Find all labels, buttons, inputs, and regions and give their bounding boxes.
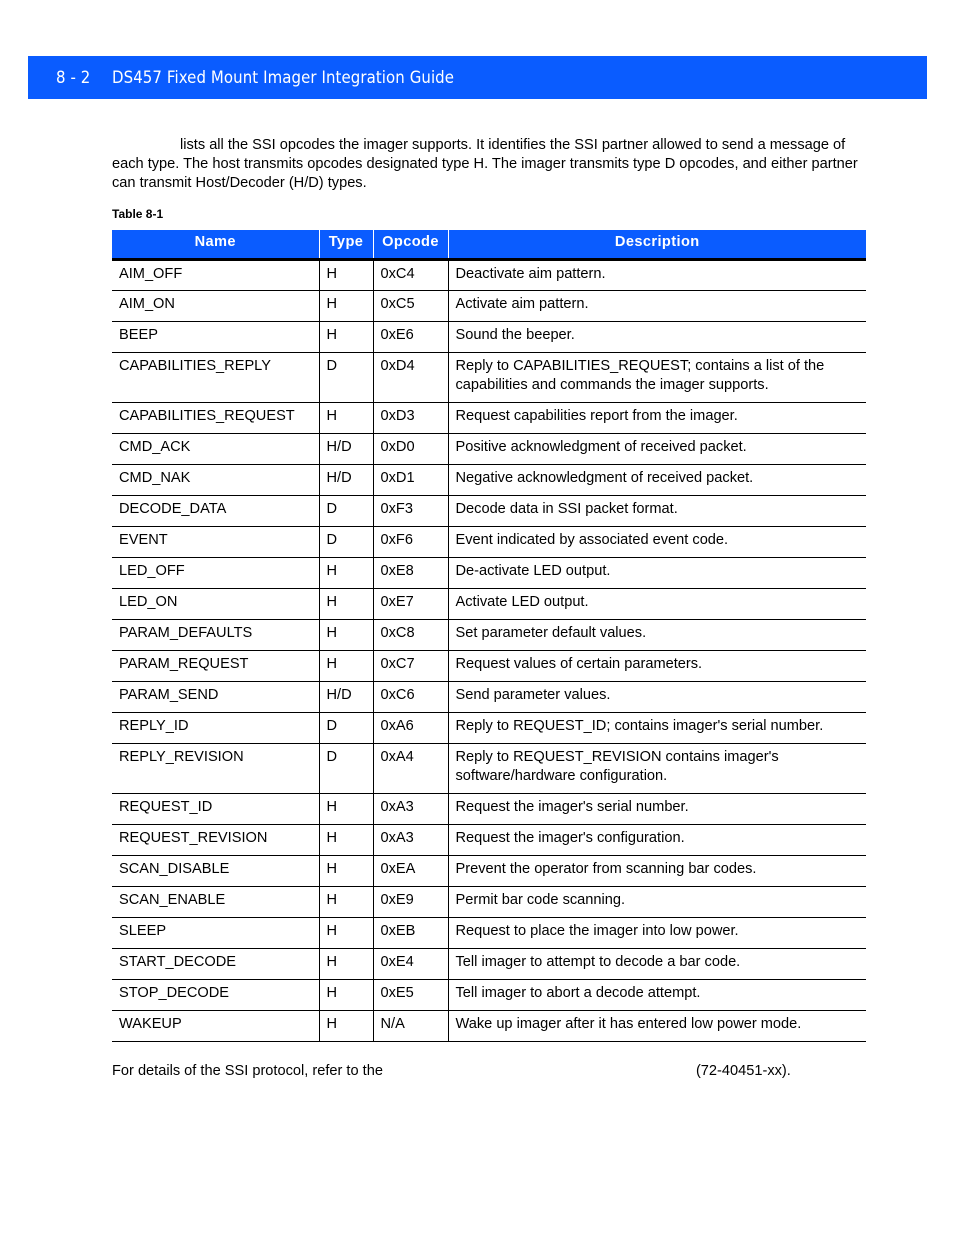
cell-opcode: 0xC5 xyxy=(373,290,448,321)
cell-type: H xyxy=(319,321,373,352)
cell-opcode: 0xD0 xyxy=(373,433,448,464)
cell-description: Request values of certain parameters. xyxy=(448,650,866,681)
cell-opcode: 0xE6 xyxy=(373,321,448,352)
table-row xyxy=(112,526,866,557)
cell-opcode: 0xEB xyxy=(373,917,448,948)
table-row xyxy=(112,402,866,433)
cell-name: REPLY_ID xyxy=(112,712,319,743)
cell-type: D xyxy=(319,712,373,743)
table-body xyxy=(112,259,866,1041)
cell-opcode: 0xC6 xyxy=(373,681,448,712)
cell-description: Request capabilities report from the imager. xyxy=(448,402,866,433)
cell-type: H xyxy=(319,402,373,433)
cell-name: PARAM_DEFAULTS xyxy=(112,619,319,650)
cell-opcode: 0xE5 xyxy=(373,979,448,1010)
cell-type: H xyxy=(319,824,373,855)
intro-text: lists all the SSI opcodes the imager supports. It identifies the SSI partner allowed to send a message of each type. The host transmits opcodes designated type H. The imager transmits type D opcodes, and either partner can transmit Host/Decoder (H/D) types. xyxy=(112,137,858,191)
cell-description: Permit bar code scanning. xyxy=(448,886,866,917)
table-row xyxy=(112,588,866,619)
cell-description: Send parameter values. xyxy=(448,681,866,712)
cell-opcode: 0xA3 xyxy=(373,824,448,855)
table-row xyxy=(112,793,866,824)
cell-name: AIM_OFF xyxy=(112,259,319,290)
table-row xyxy=(112,917,866,948)
cell-type: H/D xyxy=(319,464,373,495)
cell-type: H/D xyxy=(319,681,373,712)
cell-name: EVENT xyxy=(112,526,319,557)
cell-type: H xyxy=(319,557,373,588)
cell-opcode: 0xF3 xyxy=(373,495,448,526)
cell-opcode: N/A xyxy=(373,1010,448,1041)
table-row xyxy=(112,979,866,1010)
table-row xyxy=(112,948,866,979)
cell-opcode: 0xE8 xyxy=(373,557,448,588)
table-row xyxy=(112,464,866,495)
cell-type: H xyxy=(319,1010,373,1041)
cell-name: REQUEST_REVISION xyxy=(112,824,319,855)
cell-description: Wake up imager after it has entered low power mode. xyxy=(448,1010,866,1041)
cell-name: PARAM_SEND xyxy=(112,681,319,712)
cell-opcode: 0xA6 xyxy=(373,712,448,743)
cell-description: Activate aim pattern. xyxy=(448,290,866,321)
cell-name: CAPABILITIES_REQUEST xyxy=(112,402,319,433)
cell-name: DECODE_DATA xyxy=(112,495,319,526)
footer-note xyxy=(112,1062,872,1081)
cell-description: De-activate LED output. xyxy=(448,557,866,588)
cell-description: Reply to CAPABILITIES_REQUEST; contains a list of the capabilities and commands the imager supports. xyxy=(448,352,866,402)
cell-description: Reply to REQUEST_REVISION contains imager's software/hardware configuration. xyxy=(448,743,866,793)
cell-type: H xyxy=(319,979,373,1010)
cell-name: CMD_NAK xyxy=(112,464,319,495)
cell-opcode: 0xD1 xyxy=(373,464,448,495)
footer-note-lead: For details of the SSI protocol, refer to the xyxy=(112,1063,383,1079)
table-row xyxy=(112,557,866,588)
cell-opcode: 0xE4 xyxy=(373,948,448,979)
cell-description: Request the imager's serial number. xyxy=(448,793,866,824)
cell-description: Negative acknowledgment of received packet. xyxy=(448,464,866,495)
cell-name: LED_OFF xyxy=(112,557,319,588)
cell-opcode: 0xA3 xyxy=(373,793,448,824)
cell-name: REPLY_REVISION xyxy=(112,743,319,793)
column-header-opcode: Opcode xyxy=(373,230,448,259)
cell-type: H xyxy=(319,855,373,886)
cell-opcode: 0xF6 xyxy=(373,526,448,557)
column-header-description: Description xyxy=(448,230,866,259)
cell-type: H/D xyxy=(319,433,373,464)
cell-description: Tell imager to attempt to decode a bar code. xyxy=(448,948,866,979)
cell-name: CMD_ACK xyxy=(112,433,319,464)
cell-name: PARAM_REQUEST xyxy=(112,650,319,681)
cell-description: Decode data in SSI packet format. xyxy=(448,495,866,526)
intro-paragraph xyxy=(112,136,868,193)
table-row xyxy=(112,321,866,352)
cell-description: Tell imager to abort a decode attempt. xyxy=(448,979,866,1010)
table-row xyxy=(112,290,866,321)
cell-opcode: 0xC4 xyxy=(373,259,448,290)
cell-name: SCAN_DISABLE xyxy=(112,855,319,886)
cell-name: START_DECODE xyxy=(112,948,319,979)
column-header-name: Name xyxy=(112,230,319,259)
cell-name: REQUEST_ID xyxy=(112,793,319,824)
cell-description: Deactivate aim pattern. xyxy=(448,259,866,290)
cell-opcode: 0xC8 xyxy=(373,619,448,650)
cell-description: Request the imager's configuration. xyxy=(448,824,866,855)
cell-type: D xyxy=(319,352,373,402)
cell-opcode: 0xD4 xyxy=(373,352,448,402)
cell-opcode: 0xE9 xyxy=(373,886,448,917)
cell-type: H xyxy=(319,259,373,290)
cell-type: D xyxy=(319,743,373,793)
table-row xyxy=(112,712,866,743)
cell-opcode: 0xA4 xyxy=(373,743,448,793)
cell-opcode: 0xEA xyxy=(373,855,448,886)
cell-name: CAPABILITIES_REPLY xyxy=(112,352,319,402)
table-row xyxy=(112,886,866,917)
cell-description: Reply to REQUEST_ID; contains imager's serial number. xyxy=(448,712,866,743)
table-row xyxy=(112,824,866,855)
cell-description: Event indicated by associated event code. xyxy=(448,526,866,557)
guide-title: DS457 Fixed Mount Imager Integration Guide xyxy=(112,67,455,88)
table-caption: Table 8-1 xyxy=(112,207,164,221)
cell-description: Set parameter default values. xyxy=(448,619,866,650)
cell-type: H xyxy=(319,588,373,619)
cell-type: H xyxy=(319,948,373,979)
table-row xyxy=(112,1010,866,1041)
table-row xyxy=(112,743,866,793)
cell-type: H xyxy=(319,886,373,917)
table-row xyxy=(112,619,866,650)
cell-type: H xyxy=(319,917,373,948)
page-number: 8 - 2 xyxy=(56,67,91,88)
cell-opcode: 0xC7 xyxy=(373,650,448,681)
cell-description: Positive acknowledgment of received packet. xyxy=(448,433,866,464)
cell-name: SCAN_ENABLE xyxy=(112,886,319,917)
cell-description: Request to place the imager into low power. xyxy=(448,917,866,948)
cell-name: WAKEUP xyxy=(112,1010,319,1041)
cell-name: STOP_DECODE xyxy=(112,979,319,1010)
footer-note-doc-number: (72-40451-xx). xyxy=(695,1063,791,1079)
cell-description: Sound the beeper. xyxy=(448,321,866,352)
cell-type: D xyxy=(319,526,373,557)
cell-opcode: 0xD3 xyxy=(373,402,448,433)
table-row xyxy=(112,650,866,681)
page-header xyxy=(28,56,927,99)
cell-description: Prevent the operator from scanning bar codes. xyxy=(448,855,866,886)
cell-type: H xyxy=(319,793,373,824)
table-row xyxy=(112,433,866,464)
cell-type: H xyxy=(319,619,373,650)
cell-type: D xyxy=(319,495,373,526)
column-header-type: Type xyxy=(319,230,373,259)
table-row xyxy=(112,259,866,290)
cell-name: BEEP xyxy=(112,321,319,352)
table-row xyxy=(112,495,866,526)
cell-type: H xyxy=(319,650,373,681)
table-row xyxy=(112,855,866,886)
table-header-row xyxy=(112,230,866,259)
cell-name: SLEEP xyxy=(112,917,319,948)
table-row xyxy=(112,352,866,402)
ssi-opcodes-table xyxy=(112,230,866,1042)
cell-opcode: 0xE7 xyxy=(373,588,448,619)
cell-name: AIM_ON xyxy=(112,290,319,321)
cell-type: H xyxy=(319,290,373,321)
cell-description: Activate LED output. xyxy=(448,588,866,619)
cell-name: LED_ON xyxy=(112,588,319,619)
table-row xyxy=(112,681,866,712)
